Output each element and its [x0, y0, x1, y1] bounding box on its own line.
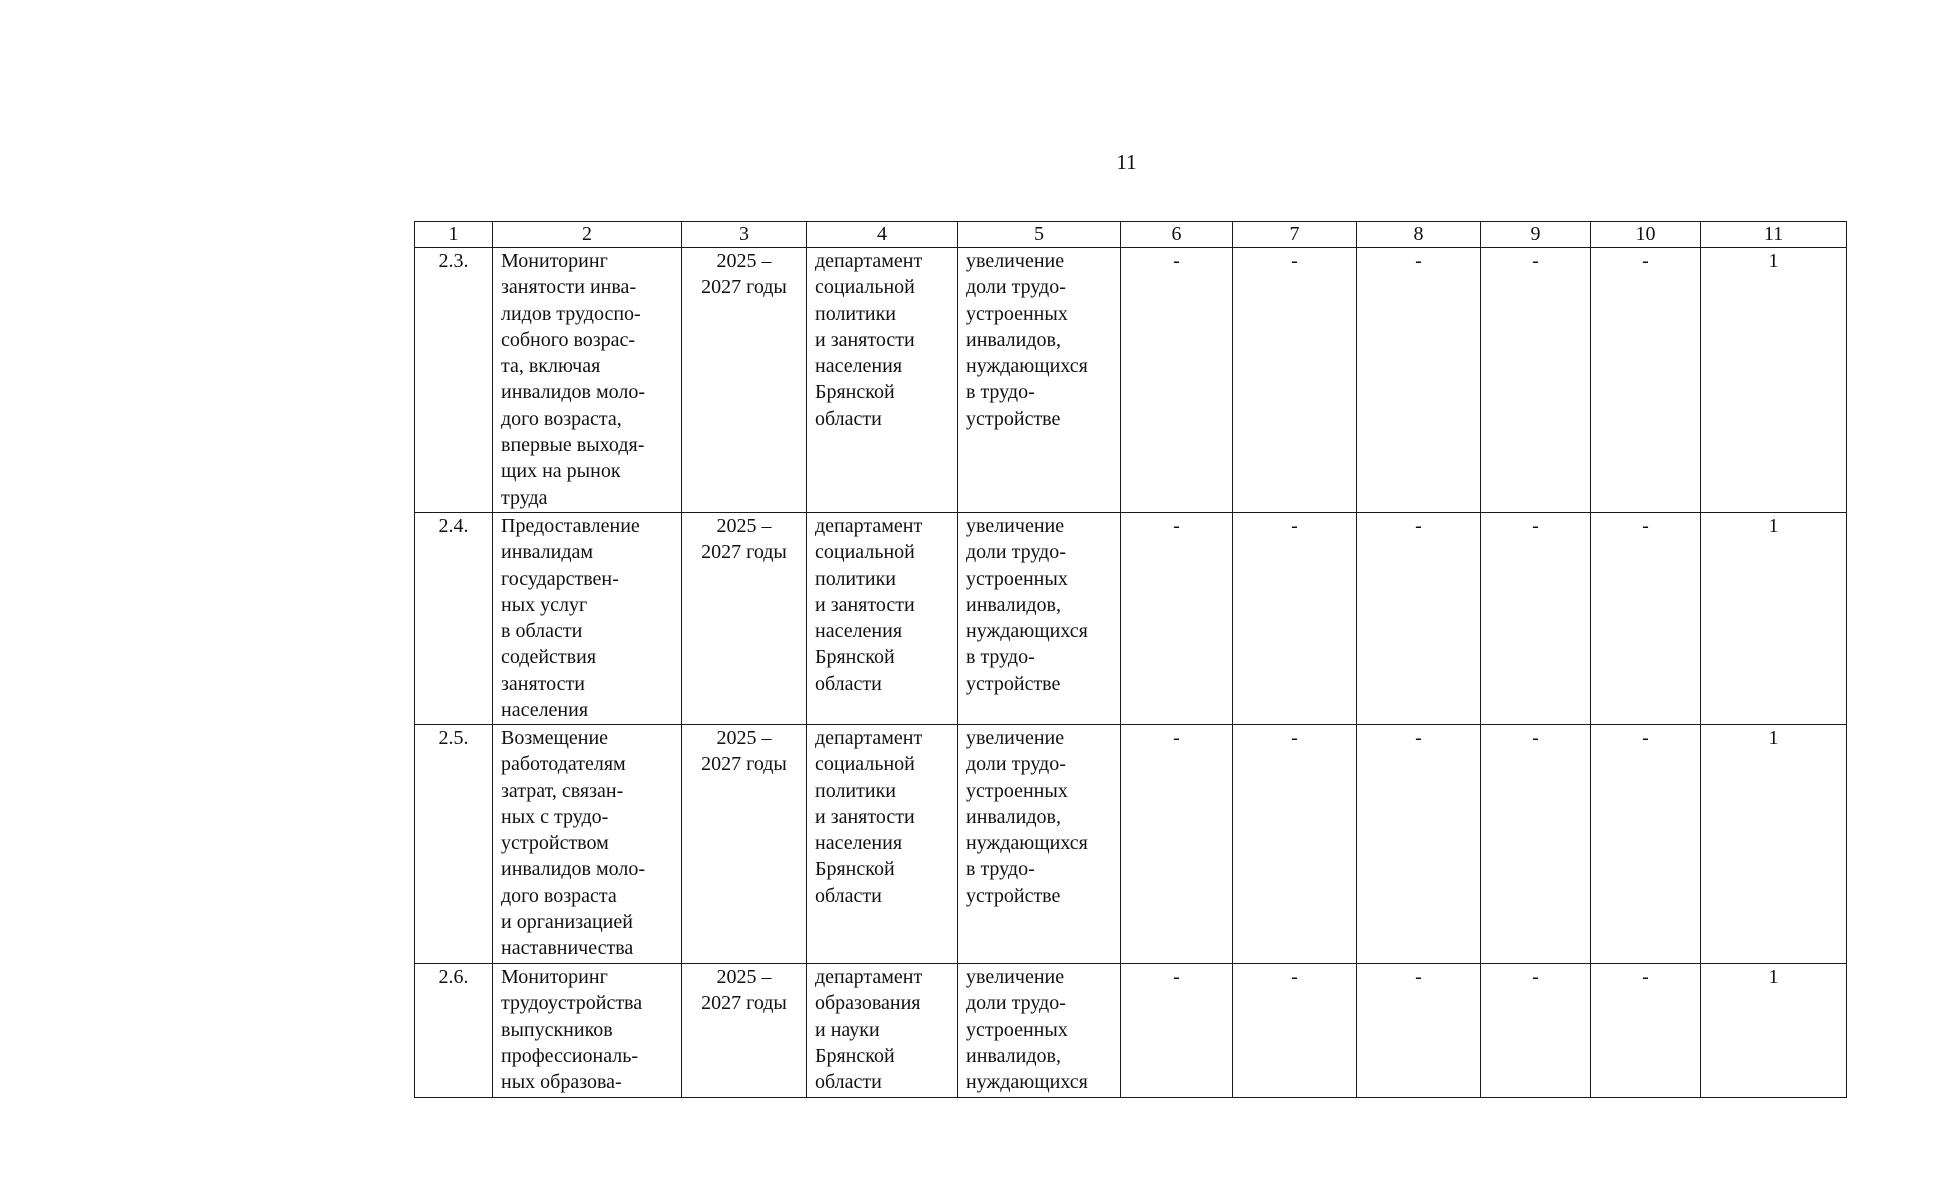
page-number: 11 [1116, 150, 1137, 174]
measures-table [414, 221, 1847, 1098]
cell-col-8: - [1357, 964, 1481, 1098]
table-row [415, 725, 1847, 964]
row-number: 2.3. [415, 248, 493, 513]
cell-col-9: - [1481, 964, 1591, 1098]
cell-col-10: - [1591, 725, 1701, 964]
cell-col-6: - [1121, 725, 1233, 964]
cell-col-7: - [1233, 725, 1357, 964]
event-executor: департамент социальной политики и занятости населения Брянской области [807, 513, 958, 725]
event-name: Мониторинг занятости инва- лидов трудоспо- собного возрас- та, включая инвалидов моло- дого возраста, впервые выходя- щих на рынок труда [493, 248, 682, 513]
row-number: 2.6. [415, 964, 493, 1098]
event-period: 2025 – 2027 годы [682, 248, 807, 513]
cell-col-8: - [1357, 248, 1481, 513]
cell-col-6: - [1121, 964, 1233, 1098]
cell-col-9: - [1481, 248, 1591, 513]
cell-col-6: - [1121, 248, 1233, 513]
column-header-2: 2 [493, 222, 682, 248]
cell-col-9: - [1481, 725, 1591, 964]
column-header-9: 9 [1481, 222, 1591, 248]
column-header-5: 5 [958, 222, 1121, 248]
event-name: Мониторинг трудоустройства выпускников профессиональ- ных образова- [493, 964, 682, 1098]
event-result: увеличение доли трудо- устроенных инвалидов, нуждающихся [958, 964, 1121, 1098]
column-header-4: 4 [807, 222, 958, 248]
row-number: 2.5. [415, 725, 493, 964]
event-period: 2025 – 2027 годы [682, 964, 807, 1098]
event-executor: департамент образования и науки Брянской области [807, 964, 958, 1098]
event-name: Возмещение работодателям затрат, связан- ных с трудо- устройством инвалидов моло- дого возраста и организацией наставничества [493, 725, 682, 964]
event-period: 2025 – 2027 годы [682, 513, 807, 725]
column-header-6: 6 [1121, 222, 1233, 248]
column-header-11: 11 [1701, 222, 1847, 248]
cell-col-11: 1 [1701, 964, 1847, 1098]
cell-col-7: - [1233, 513, 1357, 725]
cell-col-11: 1 [1701, 513, 1847, 725]
event-executor: департамент социальной политики и занятости населения Брянской области [807, 725, 958, 964]
event-result: увеличение доли трудо- устроенных инвалидов, нуждающихся в трудо- устройстве [958, 513, 1121, 725]
cell-col-10: - [1591, 964, 1701, 1098]
column-header-7: 7 [1233, 222, 1357, 248]
event-executor: департамент социальной политики и занятости населения Брянской области [807, 248, 958, 513]
cell-col-11: 1 [1701, 248, 1847, 513]
cell-col-7: - [1233, 964, 1357, 1098]
cell-col-7: - [1233, 248, 1357, 513]
table-row [415, 513, 1847, 725]
column-header-3: 3 [682, 222, 807, 248]
row-number: 2.4. [415, 513, 493, 725]
cell-col-10: - [1591, 248, 1701, 513]
column-header-10: 10 [1591, 222, 1701, 248]
cell-col-8: - [1357, 513, 1481, 725]
cell-col-10: - [1591, 513, 1701, 725]
cell-col-8: - [1357, 725, 1481, 964]
event-period: 2025 – 2027 годы [682, 725, 807, 964]
column-number-row [415, 222, 1847, 248]
event-result: увеличение доли трудо- устроенных инвалидов, нуждающихся в трудо- устройстве [958, 725, 1121, 964]
cell-col-11: 1 [1701, 725, 1847, 964]
column-header-1: 1 [415, 222, 493, 248]
event-result: увеличение доли трудо- устроенных инвалидов, нуждающихся в трудо- устройстве [958, 248, 1121, 513]
cell-col-9: - [1481, 513, 1591, 725]
event-name: Предоставление инвалидам государствен- ных услуг в области содействия занятости населения [493, 513, 682, 725]
table-row [415, 248, 1847, 513]
cell-col-6: - [1121, 513, 1233, 725]
column-header-8: 8 [1357, 222, 1481, 248]
table-row [415, 964, 1847, 1098]
